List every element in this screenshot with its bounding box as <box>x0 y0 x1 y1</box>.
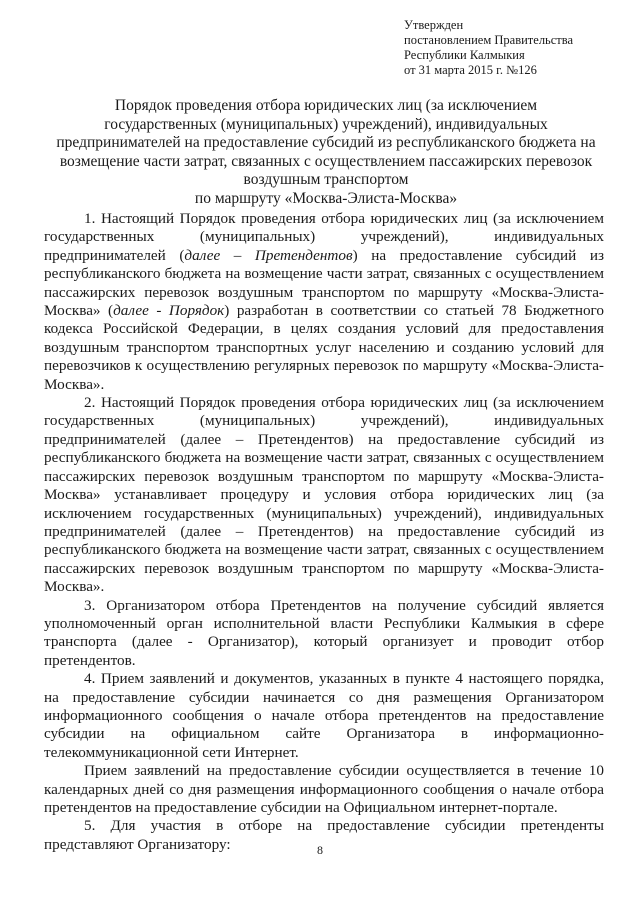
title-line: предпринимателей на предоставление субсидий из республиканского бюджета на <box>56 134 596 151</box>
title-line: государственных (муниципальных) учреждений), индивидуальных <box>104 115 548 133</box>
paragraph-4: 4. Прием заявлений и документов, указанных в пункте 4 настоящего порядка, на предоставление субсидии начинается со дня размещения Организатором информационного сообщения о начале отбора претендентов на предоставление субсидии на официальном сайте Организатора в информационно-телекоммуникационной сети Интернет. <box>44 670 604 761</box>
approval-line: Утвержден <box>404 18 464 32</box>
approval-line: постановлением Правительства <box>404 33 574 47</box>
title-line: Порядок проведения отбора юридических лиц (за исключением <box>114 97 538 114</box>
document-title <box>40 97 612 208</box>
paragraph-text: 1. Настоящий Порядок проведения отбора юридических лиц (за исключением государственных (муниципальных) учреждений), индивидуальных предпринимателей ( <box>44 210 604 264</box>
paragraph-3: 3. Организатором отбора Претендентов на получение субсидий является уполномоченный орган исполнительной власти Республики Калмыкия в сфере транспорта (далее - Организатор), который организует и проводит отбор претендентов. <box>44 596 604 669</box>
paragraph-text: ) разработан в соответствии со статьей 78 Бюджетного кодекса Российской Федерации, в целях создания условий для предоставления воздушным транспортом транспортных услуг населению и созданию условий для перевозчиков к осуществлению регулярных перевозок по маршруту «Москва-Элиста-Москва». <box>44 302 604 393</box>
title-line: по маршруту «Москва-Элиста-Москва» <box>194 189 458 207</box>
approval-stamp <box>404 18 624 78</box>
paragraph-5: Прием заявлений на предоставление субсидии осуществляется в течение 10 календарных дней со дня размещения информационного сообщения о начале отбора претендентов на предоставление субсидии на Официальном интернет-портале. <box>44 762 604 816</box>
paragraph-italic: далее - Порядок <box>113 302 225 320</box>
document-body <box>44 210 604 854</box>
paragraph-1 <box>44 210 604 394</box>
title-line: возмещение части затрат, связанных с осуществлением пассажирских перевозок <box>59 152 593 170</box>
approval-line: от 31 марта 2015 г. №126 <box>404 63 537 77</box>
paragraph-text: ) на предоставление субсидий из республиканского бюджета на возмещение части затрат, связанных с осуществлением пассажирских перевозок воздушным транспортом по маршруту «Москва-Элиста-Москва» ( <box>44 246 605 320</box>
paragraph-italic: далее – Претендентов <box>184 246 353 264</box>
page-number: 8 <box>317 843 323 857</box>
paragraph-2: 2. Настоящий Порядок проведения отбора юридических лиц (за исключением государственных (муниципальных) учреждений), индивидуальных предпринимателей (далее – Претендентов) на предоставление субсидий из республиканского бюджета на возмещение части затрат, связанных с осуществлением пассажирских перевозок воздушным транспортом по маршруту «Москва-Элиста-Москва» устанавливает процедуру и условия отбора юридических лиц (за исключением государственных (муниципальных) учреждений), индивидуальных предпринимателей (далее – Претендентов) на предоставление субсидий из республиканского бюджета на возмещение части затрат, связанных с осуществлением пассажирских перевозок воздушным транспортом по маршруту «Москва-Элиста-Москва». <box>44 394 604 596</box>
approval-line: Республики Калмыкия <box>404 48 525 62</box>
paragraph-6: 5. Для участия в отборе на предоставление субсидии претенденты представляют Организатору: <box>44 817 604 853</box>
title-line: воздушным транспортом <box>243 171 409 188</box>
